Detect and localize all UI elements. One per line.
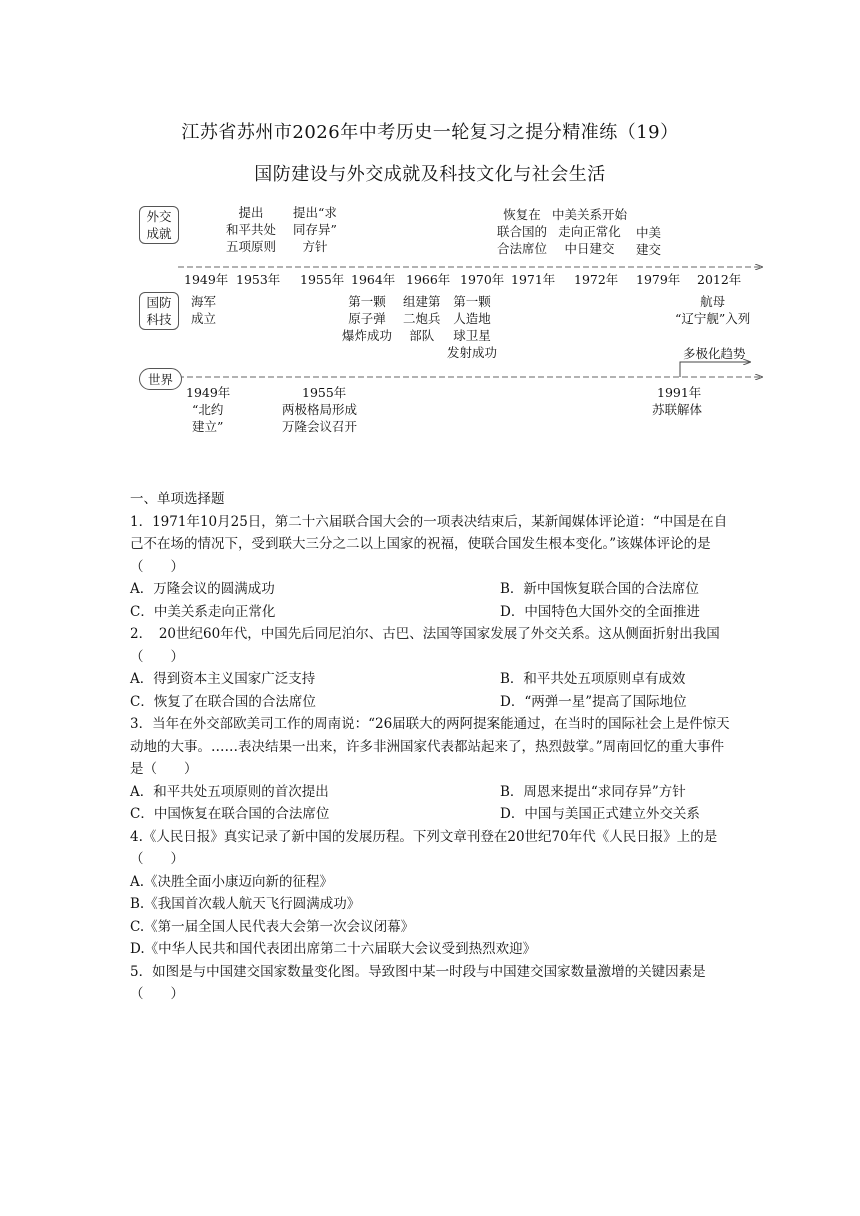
question-stem: 3．当年在外交部欧美司工作的周南说：“26届联大的两阿提案能通过，在当时的国际社会上是件惊天动地的大事。……表决结果一出来，许多非洲国家代表都站起来了，热烈鼓掌。”周南回忆的重大事件是（ ）: [130, 716, 730, 777]
trend-arrow: [680, 362, 750, 377]
option-a[interactable]: A.《决胜全面小康迈向新的征程》: [130, 873, 334, 890]
year-label: 1949年: [184, 272, 229, 287]
year-label: 1964年: [351, 272, 396, 287]
option-b[interactable]: B．和平共处五项原则卓有成效: [500, 671, 686, 687]
event-first-satellite: 第一颗 人造地 球卫星 发射成功: [447, 294, 498, 360]
timeline-lines: [0, 0, 860, 480]
document-title: 江苏省苏州市2026年中考历史一轮复习之提分精准练（19）: [181, 122, 679, 143]
world-event-ussr-dissolution: 苏联解体: [652, 402, 703, 417]
world-year-label: 1991年: [657, 385, 702, 400]
question-stem: 5．如图是与中国建交国家数量变化图。导致图中某一时段与中国建交国家数量激增的关键因素是（ ）: [130, 963, 706, 1002]
question-item: [130, 623, 730, 713]
option-d[interactable]: D．中国特色大国外交的全面推进: [500, 603, 700, 620]
event-seek-common-ground: 提出“求 同存异” 方针: [293, 205, 337, 254]
option-c[interactable]: C．中美关系走向正常化: [130, 603, 276, 620]
question-item: [130, 961, 730, 1006]
option-b[interactable]: B.《我国首次载人航天飞行圆满成功》: [130, 896, 361, 912]
question-stem: 2． 20世纪60年代，中国先后同尼泊尔、古巴、法国等国家发展了外交关系。这从侧面折射出我国（ ）: [130, 626, 720, 665]
year-label: 1953年: [236, 272, 281, 287]
world-year-label: 1955年: [302, 385, 347, 400]
event-liaoning-carrier: 航母 “辽宁舰”入列: [675, 294, 751, 326]
option-a[interactable]: A．得到资本主义国家广泛支持: [130, 671, 316, 687]
year-label: 1979年: [636, 272, 681, 287]
option-d[interactable]: D．中国与美国正式建立外交关系: [500, 806, 700, 822]
year-label: 1970年: [460, 272, 505, 287]
event-sino-us-diplomatic-ties: 中美 建交: [636, 225, 662, 257]
question-item: [130, 511, 730, 624]
world-year-label: 1949年: [186, 385, 231, 400]
option-c[interactable]: C．中国恢复在联合国的合法席位: [130, 806, 330, 822]
row-label-defense: 国防 科技: [139, 292, 179, 330]
document-subtitle: 国防建设与外交成就及科技文化与社会生活: [254, 164, 606, 185]
event-un-seat: 恢复在 联合国的 合法席位: [497, 207, 548, 256]
trend-label: 多极化趋势: [683, 346, 746, 361]
option-c[interactable]: C．恢复了在联合国的合法席位: [130, 693, 316, 710]
question-item: [130, 713, 730, 826]
option-d[interactable]: D．“两弹一星”提高了国际地位: [500, 693, 687, 710]
option-a[interactable]: A．万隆会议的圆满成功: [130, 581, 275, 597]
event-atomic-bomb: 第一颗 原子弹 爆炸成功: [342, 294, 393, 343]
section-heading: 一、单项选择题: [130, 491, 225, 507]
question-stem: 4.《人民日报》真实记录了新中国的发展历程。下列文章刊登在20世纪70年代《人民日报》上的是（ ）: [130, 828, 718, 867]
question-item: [130, 826, 730, 961]
year-label: 1972年: [574, 272, 619, 287]
option-d[interactable]: D.《中华人民共和国代表团出席第二十六届联大会议受到热烈欢迎》: [130, 941, 537, 957]
event-five-principles: 提出 和平共处 五项原则: [226, 205, 277, 254]
world-event-nato: “北约 建立”: [192, 402, 224, 434]
year-label: 1966年: [406, 272, 451, 287]
year-label: 1971年: [511, 272, 556, 287]
option-b[interactable]: B．周恩来提出“求同存异”方针: [500, 783, 686, 800]
event-sino-us-normalization: 中美关系开始 走向正常化 中日建交: [552, 207, 628, 256]
option-a[interactable]: A．和平共处五项原则的首次提出: [130, 783, 329, 800]
event-navy-founded: 海军 成立: [191, 294, 217, 326]
world-event-bipolar: 两极格局形成 万隆会议召开: [282, 402, 358, 434]
question-section: [130, 488, 730, 1006]
question-stem: 1．1971年10月25日，第二十六届联合国大会的一项表决结束后，某新闻媒体评论道：“中国是在自己不在场的情况下，受到联大三分之二以上国家的祝福，使联合国发生根本变化。”该媒体评论的是（ ）: [130, 513, 728, 575]
year-label: 2012年: [697, 272, 742, 287]
row-label-diplomacy: 外交 成就: [139, 206, 179, 244]
event-second-artillery: 组建第 二炮兵 部队: [403, 294, 441, 343]
option-b[interactable]: B．新中国恢复联合国的合法席位: [500, 581, 699, 597]
option-c[interactable]: C.《第一届全国人民代表大会第一次会议闭幕》: [130, 918, 415, 935]
year-label: 1955年: [300, 272, 345, 287]
row-label-world: 世界: [139, 368, 182, 390]
timeline-figure: [0, 0, 860, 480]
